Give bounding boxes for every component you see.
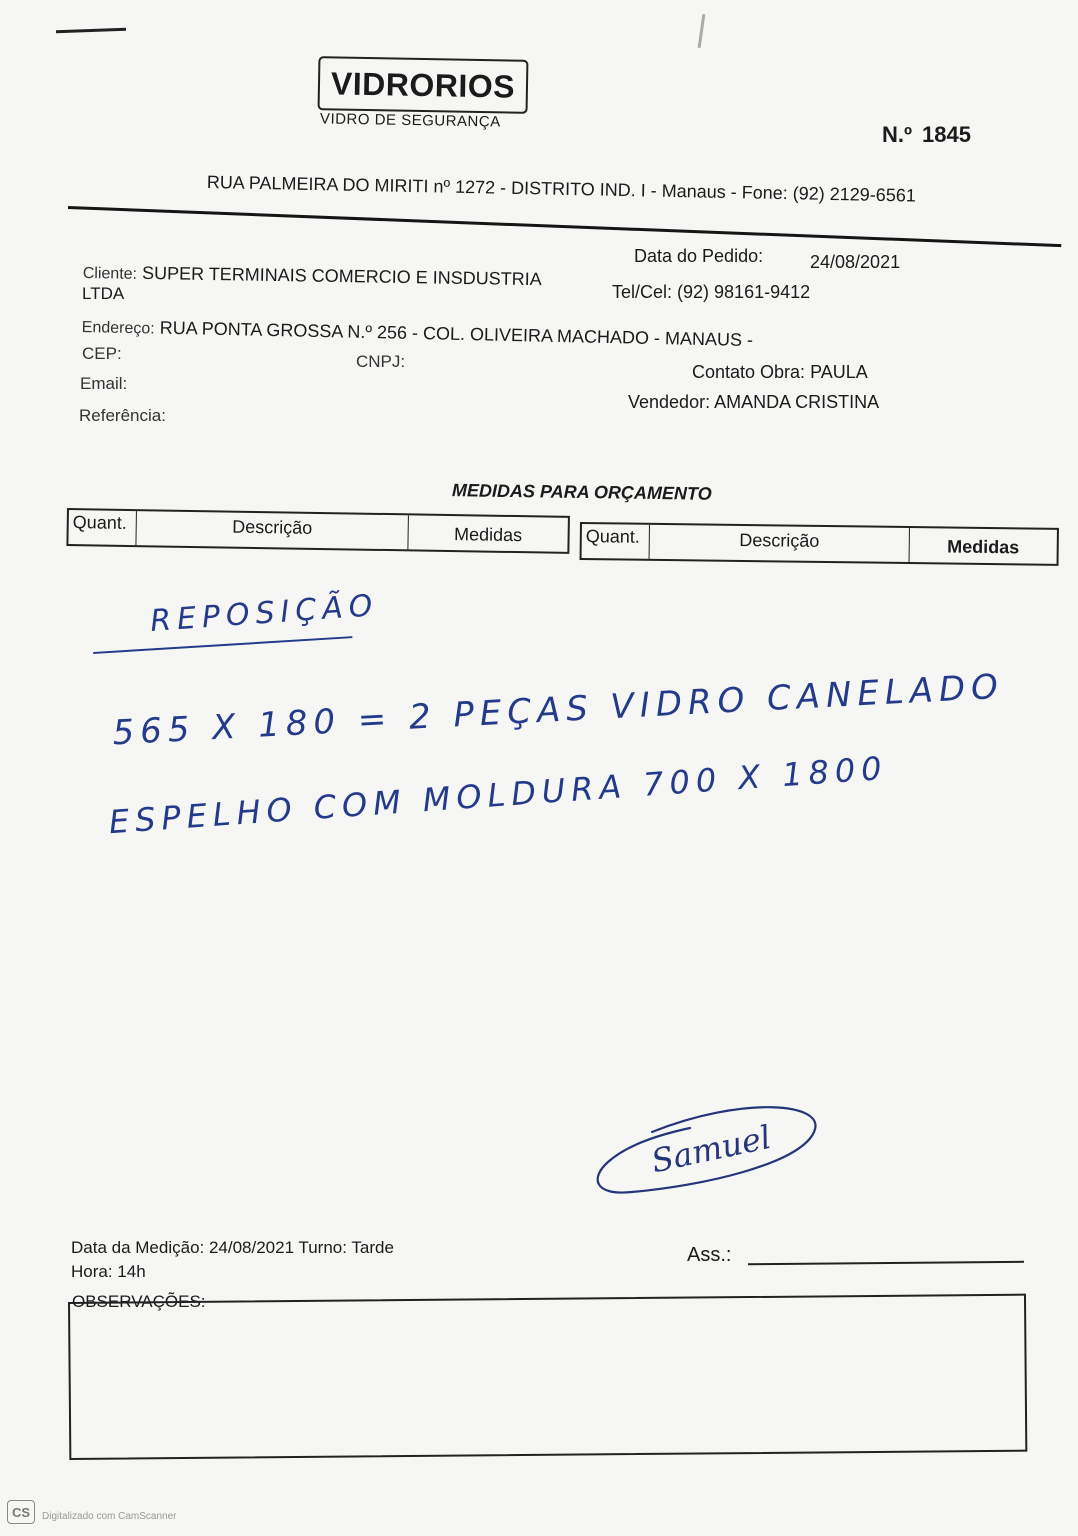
company-address: RUA PALMEIRA DO MIRITI nº 1272 - DISTRITO IND. I - Manaus - Fone: (92) 2129-6561 (206, 172, 917, 206)
site-contact: Contato Obra: PAULA (692, 362, 868, 382)
signature-label: Ass.: (687, 1244, 732, 1266)
signature (592, 1098, 820, 1198)
order-value: 1845 (922, 122, 971, 147)
order-number (882, 122, 971, 148)
brand-name: VIDRORIOS (330, 64, 516, 105)
signature-line (748, 1261, 1024, 1265)
address-value: RUA PONTA GROSSA N.º 256 - COL. OLIVEIRA MACHADO - MANAUS - (159, 317, 754, 351)
client-name: SUPER TERMINAIS COMERCIO E INSDUSTRIA (141, 262, 542, 290)
order-date-value: 24/08/2021 (810, 252, 901, 272)
client-name-continued: LTDA (82, 284, 125, 303)
phone: Tel/Cel: (92) 98161-9412 (612, 282, 811, 302)
measures-title: MEDIDAS PARA ORÇAMENTO (451, 480, 712, 504)
column-descricao: Descrição (650, 525, 910, 562)
observations-label: OBSERVAÇÕES: (72, 1292, 206, 1311)
measures-table-left (66, 508, 570, 554)
column-quant: Quant. (68, 510, 137, 545)
cnpj-label: CNPJ: (356, 352, 406, 371)
reference-label: Referência: (79, 406, 166, 425)
client-address (82, 316, 754, 351)
scanner-watermark: Digitalizado com CamScanner (42, 1511, 177, 1522)
handwritten-heading: REPOSIÇÃO (149, 588, 380, 639)
handwritten-underline (93, 636, 353, 654)
column-medidas: Medidas (453, 524, 523, 546)
pen-mark (698, 14, 706, 48)
header-divider (68, 206, 1061, 247)
column-descricao: Descrição (136, 511, 409, 549)
email-label: Email: (80, 374, 128, 393)
salesperson: Vendedor: AMANDA CRISTINA (628, 392, 880, 412)
measurement-time: Hora: 14h (71, 1262, 146, 1281)
brand-logo (318, 56, 529, 114)
client-label: Cliente: (82, 264, 138, 283)
handwritten-item-1: 565 X 180 = 2 PEÇAS VIDRO CANELADO (111, 666, 1005, 754)
client-name-line (83, 262, 542, 290)
column-medidas: Medidas (947, 536, 1020, 558)
observations-box (68, 1294, 1027, 1460)
measurement-date: Data da Medição: 24/08/2021 Turno: Tarde (71, 1238, 394, 1257)
order-label: N.º (882, 122, 913, 147)
address-label: Endereço: (81, 318, 155, 338)
signature-text: Samuel (647, 1117, 775, 1181)
camscanner-logo: CS (7, 1500, 35, 1524)
order-date-label: Data do Pedido: (634, 246, 764, 266)
cep-label: CEP: (82, 344, 122, 363)
column-quant: Quant. (582, 524, 650, 559)
handwritten-item-2: ESPELHO COM MOLDURA 700 X 1800 (107, 748, 889, 842)
measures-table-right (580, 522, 1059, 566)
brand-subtitle: VIDRO DE SEGURANÇA (319, 110, 501, 131)
pen-mark (56, 28, 126, 33)
